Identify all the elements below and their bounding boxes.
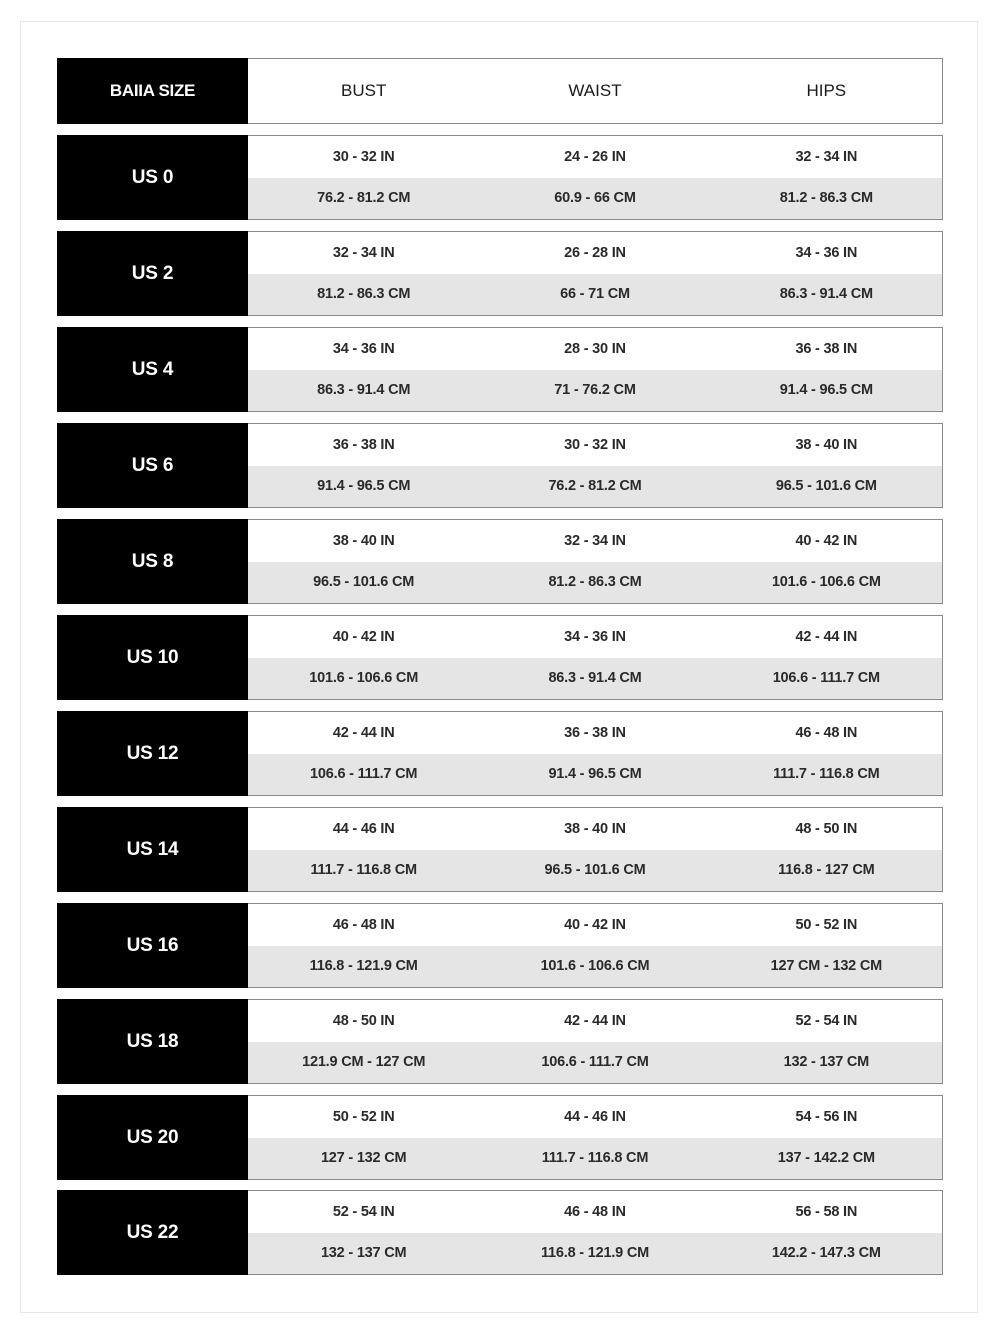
hips-cm-cell: 116.8 - 127 CM	[778, 862, 875, 879]
bust-in-cell: 38 - 40 IN	[332, 532, 395, 549]
waist-in-cell: 44 - 46 IN	[564, 1108, 626, 1125]
bust-in-cell: 48 - 50 IN	[332, 1012, 395, 1029]
hips-in-cell: 34 - 36 IN	[795, 244, 858, 261]
waist-in-cell: 36 - 38 IN	[564, 724, 626, 741]
size-label: US 8	[57, 519, 248, 604]
bust-cm-cell: 86.3 - 91.4 CM	[317, 382, 411, 399]
size-label: US 22	[57, 1190, 248, 1275]
size-row-us20	[57, 1095, 943, 1180]
cm-line	[248, 1138, 942, 1180]
waist-cm-cell: 60.9 - 66 CM	[554, 190, 636, 207]
size-measurements	[248, 711, 943, 796]
inch-line	[248, 616, 942, 658]
cm-line	[248, 658, 942, 700]
hips-cm-cell: 96.5 - 101.6 CM	[775, 478, 877, 495]
bust-cm-cell: 76.2 - 81.2 CM	[317, 190, 411, 207]
size-measurements	[248, 327, 943, 412]
hips-cm-cell: 91.4 - 96.5 CM	[779, 382, 873, 399]
bust-cm-cell: 96.5 - 101.6 CM	[313, 574, 415, 591]
hips-in-cell: 42 - 44 IN	[795, 628, 858, 645]
bust-in-cell: 52 - 54 IN	[332, 1203, 395, 1220]
cm-line	[248, 754, 942, 796]
size-label: US 12	[57, 711, 248, 796]
cm-line	[248, 178, 942, 220]
waist-cm-cell: 91.4 - 96.5 CM	[548, 766, 642, 783]
hips-cm-cell: 142.2 - 147.3 CM	[771, 1245, 881, 1262]
bust-cm-cell: 106.6 - 111.7 CM	[310, 766, 418, 783]
bust-in-cell: 30 - 32 IN	[332, 148, 395, 165]
cm-line	[248, 1233, 942, 1275]
inch-line	[248, 904, 942, 946]
size-measurements	[248, 615, 943, 700]
bust-in-cell: 50 - 52 IN	[332, 1108, 395, 1125]
hips-cm-cell: 111.7 - 116.8 CM	[773, 766, 880, 783]
size-label: US 6	[57, 423, 248, 508]
bust-cm-cell: 132 - 137 CM	[320, 1245, 407, 1262]
inch-line	[248, 520, 942, 562]
size-label: US 2	[57, 231, 248, 316]
hips-in-cell: 48 - 50 IN	[795, 820, 858, 837]
bust-cm-cell: 101.6 - 106.6 CM	[309, 670, 419, 687]
size-measurements	[248, 519, 943, 604]
waist-in-cell: 26 - 28 IN	[564, 244, 626, 261]
bust-in-cell: 44 - 46 IN	[332, 820, 395, 837]
size-row-us22	[57, 1190, 943, 1275]
size-measurements	[248, 903, 943, 988]
bust-cm-cell: 91.4 - 96.5 CM	[317, 478, 411, 495]
size-measurements	[248, 1095, 943, 1180]
waist-cm-cell: 101.6 - 106.6 CM	[540, 958, 650, 975]
cm-line	[248, 946, 942, 988]
bust-cm-cell: 81.2 - 86.3 CM	[317, 286, 411, 303]
inch-line	[248, 232, 942, 274]
hips-cm-cell: 132 - 137 CM	[783, 1054, 870, 1071]
size-label: US 16	[57, 903, 248, 988]
waist-in-cell: 34 - 36 IN	[564, 628, 626, 645]
hips-in-cell: 50 - 52 IN	[795, 916, 858, 933]
size-row-us8	[57, 519, 943, 604]
waist-cm-cell: 111.7 - 116.8 CM	[541, 1150, 649, 1167]
cm-line	[248, 370, 942, 412]
bust-in-cell: 36 - 38 IN	[332, 436, 395, 453]
inch-line	[248, 136, 942, 178]
hips-cm-cell: 106.6 - 111.7 CM	[772, 670, 880, 687]
hips-cm-cell: 81.2 - 86.3 CM	[779, 190, 873, 207]
waist-in-cell: 42 - 44 IN	[564, 1012, 626, 1029]
hips-in-cell: 36 - 38 IN	[795, 340, 858, 357]
waist-cm-cell: 66 - 71 CM	[560, 286, 630, 303]
hips-in-cell: 56 - 58 IN	[795, 1203, 858, 1220]
bust-in-cell: 42 - 44 IN	[332, 724, 395, 741]
waist-cm-cell: 116.8 - 121.9 CM	[540, 1245, 650, 1262]
size-label: US 0	[57, 135, 248, 220]
inch-line	[248, 1191, 942, 1233]
size-measurements	[248, 135, 943, 220]
hips-in-cell: 32 - 34 IN	[795, 148, 858, 165]
waist-cm-cell: 96.5 - 101.6 CM	[544, 862, 646, 879]
bust-in-cell: 40 - 42 IN	[332, 628, 395, 645]
waist-cm-cell: 86.3 - 91.4 CM	[548, 670, 642, 687]
size-chart-header	[57, 58, 943, 124]
cm-line	[248, 850, 942, 892]
waist-in-cell: 38 - 40 IN	[564, 820, 626, 837]
waist-cm-cell: 106.6 - 111.7 CM	[541, 1054, 649, 1071]
waist-cm-cell: 71 - 76.2 CM	[554, 382, 636, 399]
header-waist: WAIST	[568, 81, 622, 100]
size-row-us18	[57, 999, 943, 1084]
bust-cm-cell: 121.9 CM - 127 CM	[302, 1054, 426, 1071]
size-label: US 4	[57, 327, 248, 412]
hips-cm-cell: 127 CM - 132 CM	[770, 958, 883, 975]
inch-line	[248, 1000, 942, 1042]
hips-in-cell: 38 - 40 IN	[795, 436, 858, 453]
size-row-us0	[57, 135, 943, 220]
size-row-us12	[57, 711, 943, 796]
size-row-us2	[57, 231, 943, 316]
waist-in-cell: 30 - 32 IN	[564, 436, 626, 453]
size-row-us4	[57, 327, 943, 412]
bust-cm-cell: 127 - 132 CM	[320, 1150, 407, 1167]
hips-in-cell: 46 - 48 IN	[795, 724, 858, 741]
header-size-label: BAIIA SIZE	[57, 58, 248, 124]
waist-in-cell: 32 - 34 IN	[564, 532, 626, 549]
size-label: US 14	[57, 807, 248, 892]
hips-in-cell: 54 - 56 IN	[795, 1108, 858, 1125]
size-measurements	[248, 1190, 943, 1275]
size-label: US 20	[57, 1095, 248, 1180]
inch-line	[248, 808, 942, 850]
inch-line	[248, 1096, 942, 1138]
header-columns	[248, 58, 943, 124]
size-row-us10	[57, 615, 943, 700]
size-row-us16	[57, 903, 943, 988]
hips-cm-cell: 86.3 - 91.4 CM	[779, 286, 873, 303]
cm-line	[248, 274, 942, 316]
size-row-us6	[57, 423, 943, 508]
hips-cm-cell: 101.6 - 106.6 CM	[771, 574, 881, 591]
waist-in-cell: 28 - 30 IN	[564, 340, 626, 357]
inch-line	[248, 328, 942, 370]
inch-line	[248, 712, 942, 754]
bust-cm-cell: 111.7 - 116.8 CM	[310, 862, 417, 879]
bust-in-cell: 34 - 36 IN	[332, 340, 395, 357]
hips-in-cell: 52 - 54 IN	[795, 1012, 858, 1029]
hips-cm-cell: 137 - 142.2 CM	[777, 1150, 875, 1167]
size-row-us14	[57, 807, 943, 892]
waist-in-cell: 40 - 42 IN	[564, 916, 626, 933]
bust-in-cell: 32 - 34 IN	[332, 244, 395, 261]
waist-in-cell: 46 - 48 IN	[564, 1203, 626, 1220]
cm-line	[248, 1042, 942, 1084]
header-bust: BUST	[340, 81, 387, 100]
bust-in-cell: 46 - 48 IN	[332, 916, 395, 933]
hips-in-cell: 40 - 42 IN	[795, 532, 858, 549]
size-measurements	[248, 807, 943, 892]
bust-cm-cell: 116.8 - 121.9 CM	[309, 958, 418, 975]
waist-in-cell: 24 - 26 IN	[564, 148, 626, 165]
size-measurements	[248, 423, 943, 508]
size-label: US 10	[57, 615, 248, 700]
size-label: US 18	[57, 999, 248, 1084]
waist-cm-cell: 76.2 - 81.2 CM	[548, 478, 642, 495]
waist-cm-cell: 81.2 - 86.3 CM	[548, 574, 642, 591]
cm-line	[248, 466, 942, 508]
cm-line	[248, 562, 942, 604]
header-hips: HIPS	[806, 81, 847, 100]
inch-line	[248, 424, 942, 466]
size-measurements	[248, 231, 943, 316]
size-measurements	[248, 999, 943, 1084]
